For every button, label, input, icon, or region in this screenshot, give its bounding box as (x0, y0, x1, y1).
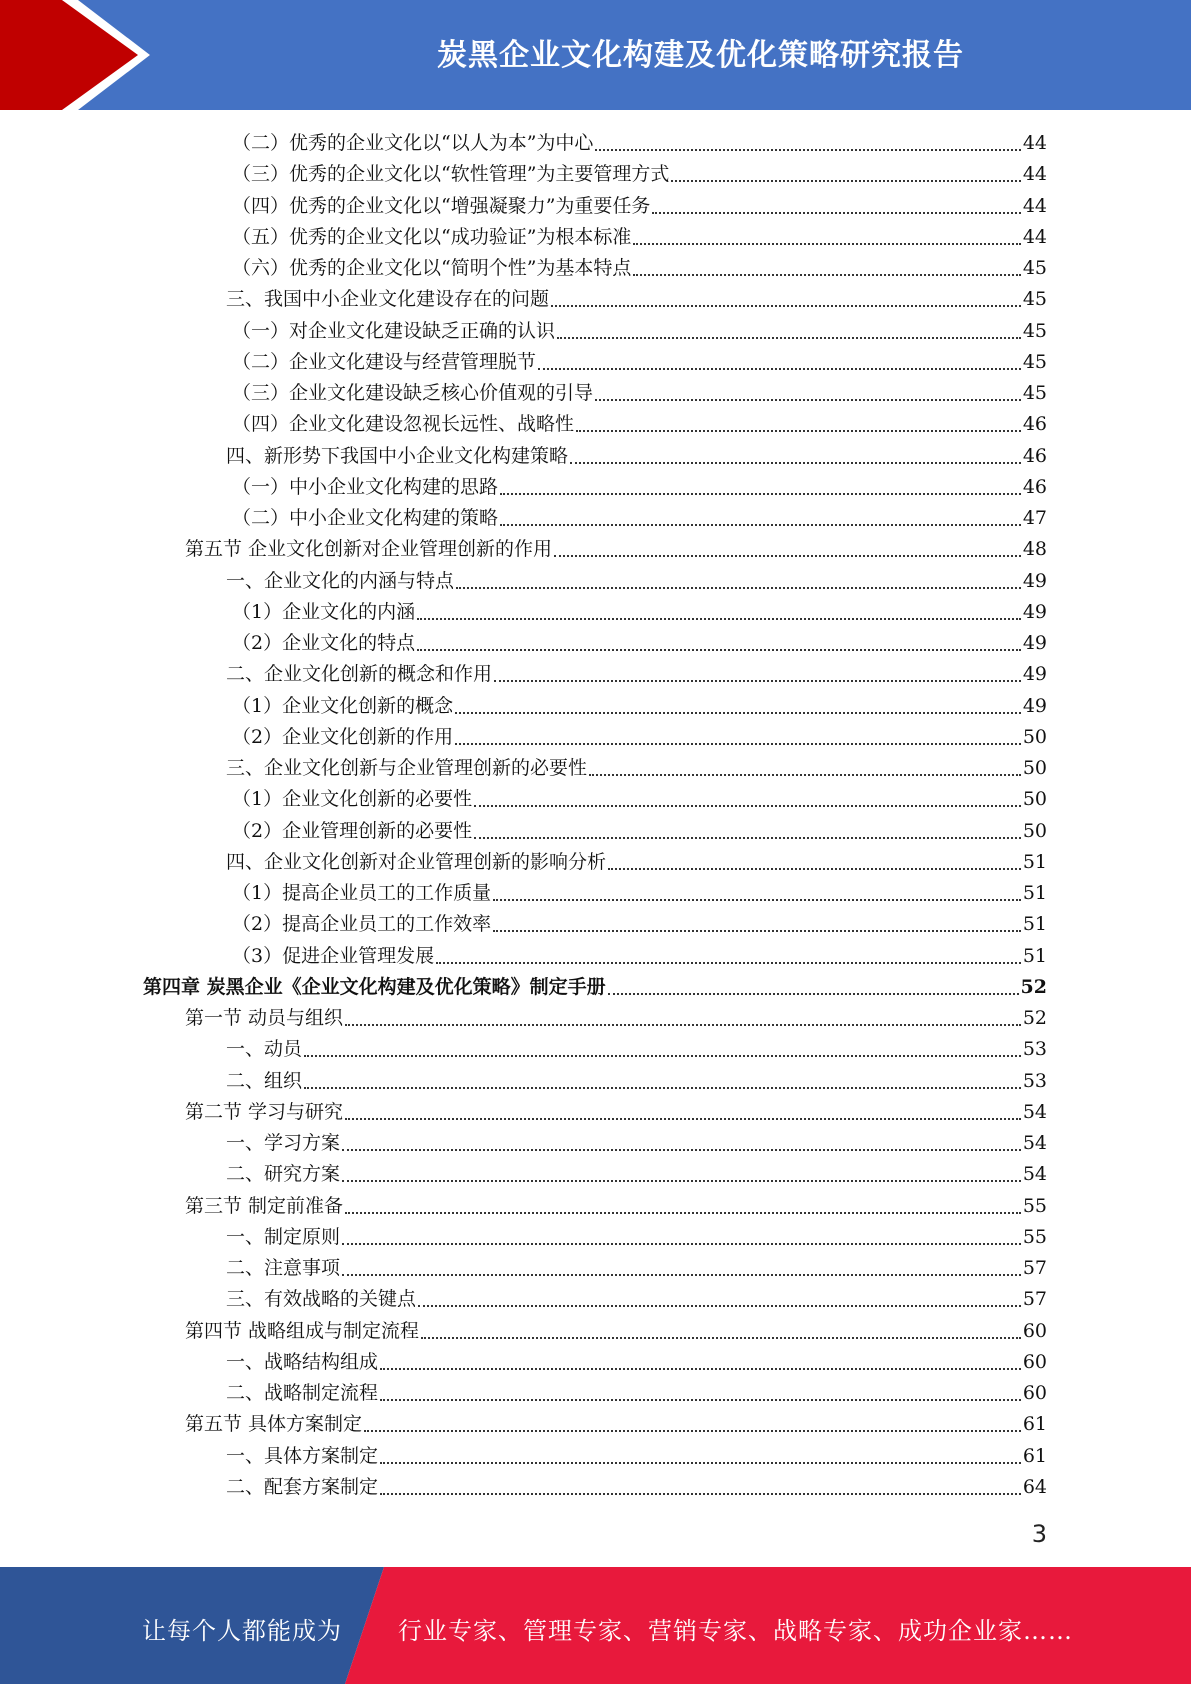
toc-entry[interactable] (232, 722, 1047, 753)
toc-entry-title: 一、学习方案 (226, 1132, 341, 1154)
toc-entry-page: 49 (1022, 600, 1047, 623)
toc-entry[interactable] (226, 1378, 1047, 1409)
toc-entry-title: （六）优秀的企业文化以“简明个性”为基本特点 (232, 257, 632, 279)
toc-dot-leader (500, 493, 1021, 495)
toc-entry-title: （二）优秀的企业文化以“以人为本”为中心 (232, 132, 594, 154)
toc-entry[interactable] (185, 1003, 1047, 1034)
toc-entry-title: （2）企业文化创新的作用 (232, 725, 454, 748)
toc-entry[interactable] (226, 1347, 1047, 1378)
toc-entry[interactable] (232, 378, 1047, 409)
toc-entry[interactable] (226, 1128, 1047, 1159)
toc-entry[interactable] (232, 128, 1047, 159)
toc-entry[interactable] (226, 1222, 1047, 1253)
toc-dot-leader (342, 1149, 1021, 1151)
toc-dot-leader (345, 1212, 1021, 1214)
page-number: 3 (1031, 1520, 1047, 1548)
toc-dot-leader (304, 1087, 1021, 1089)
toc-entry[interactable] (226, 566, 1047, 597)
toc-entry[interactable] (185, 1316, 1047, 1347)
toc-entry[interactable] (232, 316, 1047, 347)
toc-entry[interactable] (226, 847, 1047, 878)
toc-entry-title: 第四章 炭黑企业《企业文化构建及优化策略》制定手册 (143, 975, 606, 998)
toc-entry-page: 61 (1022, 1444, 1047, 1467)
toc-dot-leader (633, 243, 1020, 245)
toc-entry-title: 一、制定原则 (226, 1225, 341, 1248)
toc-entry-page: 51 (1022, 882, 1047, 904)
toc-entry-page: 44 (1022, 225, 1047, 248)
toc-entry[interactable] (232, 941, 1047, 972)
toc-dot-leader (500, 524, 1021, 526)
toc-entry-title: （一）对企业文化建设缺乏正确的认识 (232, 319, 556, 342)
toc-entry-page: 44 (1022, 194, 1047, 217)
toc-dot-leader (595, 149, 1020, 151)
toc-entry-title: （五）优秀的企业文化以“成功验证”为根本标准 (232, 225, 632, 248)
toc-entry-page: 44 (1022, 163, 1047, 186)
toc-entry-page: 45 (1022, 257, 1047, 279)
toc-entry-page: 54 (1022, 1100, 1047, 1123)
footer-banner (0, 1567, 1191, 1684)
toc-entry[interactable] (226, 1034, 1047, 1065)
toc-dot-leader (380, 1399, 1021, 1401)
toc-dot-leader (589, 774, 1021, 776)
toc-entry-page: 49 (1022, 694, 1047, 717)
toc-entry-page: 46 (1022, 444, 1047, 467)
toc-entry-title: （2）企业管理创新的必要性 (232, 819, 473, 842)
toc-entry-title: 二、组织 (226, 1069, 303, 1092)
toc-entry-page: 52 (1022, 1007, 1047, 1029)
toc-entry-title: 三、我国中小企业文化建设存在的问题 (226, 288, 550, 311)
toc-entry-page: 45 (1022, 350, 1047, 373)
toc-entry-page: 49 (1022, 663, 1047, 686)
toc-dot-leader (380, 1462, 1021, 1464)
toc-entry-title: 一、动员 (226, 1038, 303, 1061)
toc-entry-title: （1）企业文化创新的必要性 (232, 788, 473, 811)
toc-entry-title: 三、企业文化创新与企业管理创新的必要性 (226, 757, 588, 779)
toc-entry-title: （1）企业文化的内涵 (232, 600, 416, 623)
toc-entry[interactable] (226, 753, 1047, 784)
toc-entry[interactable] (226, 1472, 1047, 1503)
toc-dot-leader (380, 1493, 1021, 1495)
toc-entry[interactable] (226, 1253, 1047, 1284)
toc-entry-title: 二、战略制定流程 (226, 1382, 379, 1404)
toc-entry-title: 四、企业文化创新对企业管理创新的影响分析 (226, 850, 607, 873)
toc-dot-leader (342, 1180, 1021, 1182)
toc-entry-page: 51 (1022, 913, 1047, 936)
toc-entry-page: 45 (1022, 319, 1047, 342)
toc-entry[interactable] (232, 409, 1047, 440)
toc-dot-leader (342, 1274, 1021, 1276)
toc-entry-title: （1）企业文化创新的概念 (232, 694, 454, 717)
toc-entry[interactable] (232, 691, 1047, 722)
toc-entry-title: 第五节 具体方案制定 (185, 1413, 363, 1436)
toc-dot-leader (474, 837, 1021, 839)
toc-entry-title: （二）中小企业文化构建的策略 (232, 507, 499, 529)
toc-entry-page: 57 (1022, 1288, 1047, 1311)
toc-entry-title: （四）企业文化建设忽视长远性、战略性 (232, 413, 575, 436)
toc-entry-page: 50 (1022, 757, 1047, 779)
toc-entry-title: 一、企业文化的内涵与特点 (226, 569, 455, 592)
toc-entry-page: 60 (1022, 1382, 1047, 1404)
toc-dot-leader (342, 1243, 1021, 1245)
toc-entry-page: 53 (1022, 1069, 1047, 1092)
toc-dot-leader (421, 1337, 1021, 1339)
toc-dot-leader (417, 649, 1021, 651)
toc-dot-leader (557, 337, 1021, 339)
toc-entry-page: 52 (1020, 975, 1047, 998)
toc-entry[interactable] (232, 878, 1047, 909)
toc-entry-page: 44 (1022, 132, 1047, 154)
toc-entry-page: 57 (1022, 1257, 1047, 1279)
toc-entry-page: 50 (1022, 819, 1047, 842)
toc-dot-leader (417, 618, 1021, 620)
footer-slogan-right: 行业专家、管理专家、营销专家、战略专家、成功企业家…… (398, 1617, 1073, 1645)
toc-dot-leader (493, 930, 1021, 932)
toc-dot-leader (633, 274, 1020, 276)
toc-entry-title: 第二节 学习与研究 (185, 1100, 344, 1123)
toc-entry-title: 一、战略结构组成 (226, 1350, 379, 1373)
toc-entry-title: 第五节 企业文化创新对企业管理创新的作用 (185, 538, 553, 561)
toc-entry-page: 49 (1022, 632, 1047, 654)
toc-entry[interactable] (226, 1284, 1047, 1315)
toc-dot-leader (345, 1024, 1021, 1026)
toc-entry-title: （一）中小企业文化构建的思路 (232, 475, 499, 498)
toc-entry[interactable] (143, 972, 1047, 1003)
toc-entry-title: 二、注意事项 (226, 1257, 341, 1279)
toc-dot-leader (474, 805, 1021, 807)
toc-dot-leader (455, 712, 1021, 714)
toc-dot-leader (364, 1430, 1021, 1432)
toc-dot-leader (608, 993, 1019, 995)
toc-entry[interactable] (226, 284, 1047, 315)
toc-entry-title: （二）企业文化建设与经营管理脱节 (232, 350, 537, 373)
toc-dot-leader (455, 743, 1021, 745)
toc-entry[interactable] (226, 659, 1047, 690)
toc-entry-page: 54 (1022, 1163, 1047, 1186)
toc-entry[interactable] (232, 784, 1047, 815)
toc-entry-page: 60 (1022, 1350, 1047, 1373)
toc-entry-page: 55 (1022, 1225, 1047, 1248)
toc-entry[interactable] (226, 1066, 1047, 1097)
toc-entry-title: （四）优秀的企业文化以“增强凝聚力”为重要任务 (232, 194, 651, 217)
toc-entry-page: 45 (1022, 382, 1047, 404)
toc-dot-leader (652, 212, 1020, 214)
toc-entry-page: 61 (1022, 1413, 1047, 1436)
toc-entry[interactable] (232, 503, 1047, 534)
toc-entry-page: 46 (1022, 475, 1047, 498)
toc-entry-title: （三）优秀的企业文化以“软性管理”为主要管理方式 (232, 163, 670, 186)
toc-entry[interactable] (232, 472, 1047, 503)
toc-dot-leader (456, 587, 1021, 589)
toc-entry-page: 50 (1022, 725, 1047, 748)
toc-entry-title: （3）促进企业管理发展 (232, 944, 435, 967)
toc-entry[interactable] (232, 191, 1047, 222)
toc-dot-leader (554, 555, 1021, 557)
toc-entry[interactable] (232, 222, 1047, 253)
toc-entry-title: 二、配套方案制定 (226, 1475, 379, 1498)
toc-entry[interactable] (185, 1191, 1047, 1222)
toc-dot-leader (570, 462, 1021, 464)
toc-entry-title: 第四节 战略组成与制定流程 (185, 1319, 420, 1342)
toc-entry[interactable] (232, 597, 1047, 628)
toc-dot-leader (576, 430, 1021, 432)
toc-entry-title: 二、企业文化创新的概念和作用 (226, 663, 493, 686)
toc-entry-page: 51 (1022, 850, 1047, 873)
toc-dot-leader (551, 305, 1021, 307)
toc-entry[interactable] (232, 909, 1047, 940)
toc-entry-title: （2）企业文化的特点 (232, 632, 416, 654)
toc-entry[interactable] (232, 159, 1047, 190)
toc-entry-page: 54 (1022, 1132, 1047, 1154)
toc-dot-leader (595, 399, 1021, 401)
toc-entry-page: 48 (1022, 538, 1047, 561)
footer-slogan-left: 让每个人都能成为 (142, 1617, 342, 1645)
toc-dot-leader (493, 899, 1021, 901)
toc-dot-leader (418, 1305, 1021, 1307)
toc-entry-title: 第三节 制定前准备 (185, 1194, 344, 1217)
toc-entry-page: 45 (1022, 288, 1047, 311)
toc-dot-leader (304, 1055, 1021, 1057)
toc-entry-title: （2）提高企业员工的工作效率 (232, 913, 492, 936)
toc-entry-page: 47 (1022, 507, 1047, 529)
toc-entry-page: 51 (1022, 944, 1047, 967)
toc-entry-page: 53 (1022, 1038, 1047, 1061)
toc-entry-title: （1）提高企业员工的工作质量 (232, 882, 492, 904)
toc-dot-leader (436, 962, 1021, 964)
toc-entry[interactable] (232, 253, 1047, 284)
toc-entry[interactable] (226, 441, 1047, 472)
toc-dot-leader (608, 868, 1021, 870)
toc-entry-page: 64 (1022, 1475, 1047, 1498)
toc-entry[interactable] (232, 628, 1047, 659)
toc-entry-title: 四、新形势下我国中小企业文化构建策略 (226, 444, 569, 467)
toc-entry[interactable] (185, 1097, 1047, 1128)
toc-entry-title: 二、研究方案 (226, 1163, 341, 1186)
toc-entry-page: 60 (1022, 1319, 1047, 1342)
toc-entry-title: 三、有效战略的关键点 (226, 1288, 417, 1311)
document-title: 炭黑企业文化构建及优化策略研究报告 (437, 38, 964, 73)
toc-entry-title: 一、具体方案制定 (226, 1444, 379, 1467)
toc-entry[interactable] (185, 534, 1047, 565)
toc-dot-leader (380, 1368, 1021, 1370)
toc-entry-title: 第一节 动员与组织 (185, 1007, 344, 1029)
toc-entry[interactable] (185, 1409, 1047, 1440)
toc-dot-leader (538, 368, 1021, 370)
toc-entry-title: （三）企业文化建设缺乏核心价值观的引导 (232, 382, 594, 404)
toc-entry[interactable] (232, 816, 1047, 847)
toc-entry[interactable] (226, 1441, 1047, 1472)
toc-entry-page: 46 (1022, 413, 1047, 436)
header-banner (0, 0, 1191, 110)
toc-dot-leader (494, 680, 1021, 682)
toc-entry-page: 55 (1022, 1194, 1047, 1217)
toc-dot-leader (345, 1118, 1021, 1120)
toc-entry-page: 49 (1022, 569, 1047, 592)
toc-entry-page: 50 (1022, 788, 1047, 811)
toc-entry[interactable] (232, 347, 1047, 378)
toc-dot-leader (671, 180, 1020, 182)
toc-entry[interactable] (226, 1159, 1047, 1190)
